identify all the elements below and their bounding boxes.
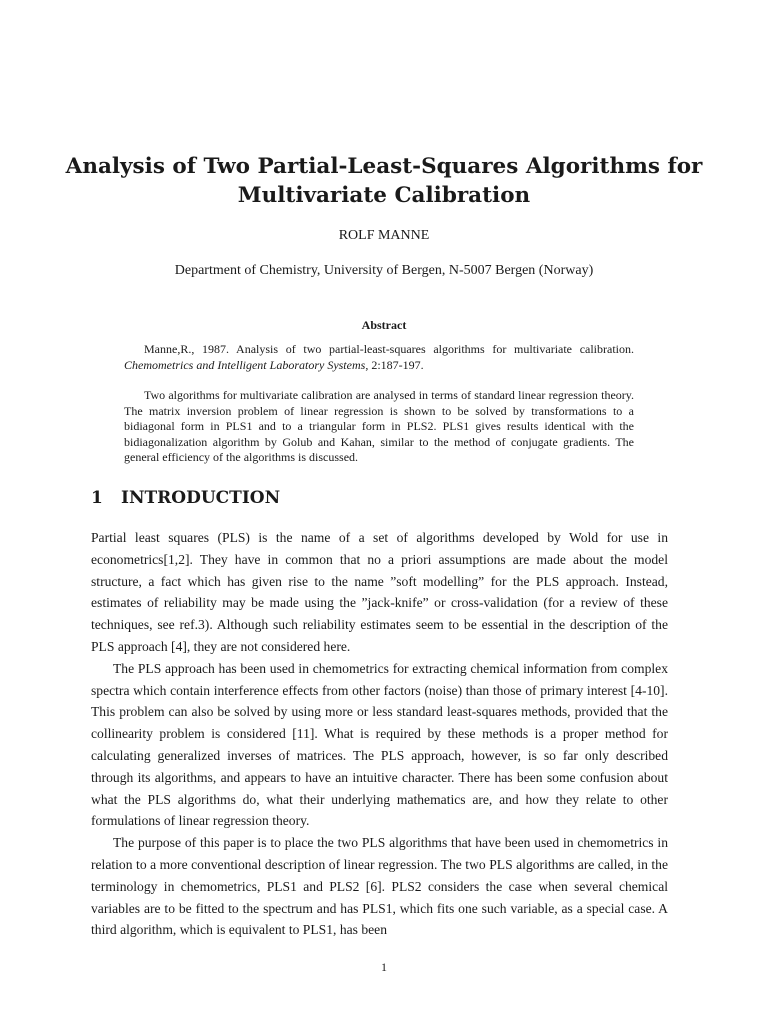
abstract-citation <box>124 342 634 373</box>
body-paragraph: The PLS approach has been used in chemometrics for extracting chemical information from complex spectra which contain interference effects from other factors (noise) than those of primary interest [4-10]. This problem can also be solved by using more or less standard least-squares methods, provided that the collinearity problem is considered [11]. What is required by these methods is a proper method for calculating generalized inverses of matrices. The PLS approach, however, is so far only described through its algorithms, and appears to have an intuitive character. There has been some confusion about what the PLS algorithms do, what their underlying mathematics are, and how they relate to other formulations of linear regression theory. <box>91 660 668 829</box>
body-paragraph: The purpose of this paper is to place the two PLS algorithms that have been used in chemometrics in relation to a more conventional description of linear regression. The two PLS algorithms are called, in the terminology in chemometrics, PLS1 and PLS2 [6]. PLS2 considers the case when several chemical variables are to be fitted to the spectrum and has PLS1, which fits one such variable, as a special case. A third algorithm, which is equivalent to PLS1, has been <box>91 835 668 938</box>
section-number: 1 <box>91 488 103 508</box>
author-name: ROLF MANNE <box>338 228 430 243</box>
body-paragraph: Partial least squares (PLS) is the name of a set of algorithms developed by Wold for use in econometrics[1,2]. They have in common that no a priori assumptions are made about the model structure, a fact which has given rise to the name ”soft modelling” for the PLS approach. Instead, estimates of reliability may be made using the ”jack-knife” or cross-validation (for a review of these techniques, see ref.3). Although such reliability estimates seem to be essential in the description of the PLS approach [4], they are not considered here. <box>91 530 668 654</box>
abstract-heading: Abstract <box>361 318 407 332</box>
author-affiliation: Department of Chemistry, University of Bergen, N-5007 Bergen (Norway) <box>174 263 594 278</box>
section-title: INTRODUCTION <box>121 488 281 508</box>
paper-title: Analysis of Two Partial-Least-Squares Algorithms for Multivariate Calibration <box>65 154 703 208</box>
citation-journal: Chemometrics and Intelligent Laboratory Systems <box>124 357 366 372</box>
page-number: 1 <box>381 960 387 974</box>
abstract-text: Two algorithms for multivariate calibration are analysed in terms of standard linear regression theory. The matrix inversion problem of linear regression is shown to be solved by transformations to a bidiagonal form in PLS1 and to a triangular form in PLS2. PLS1 gives results identical with the bidiagonalization algorithm by Golub and Kahan, similar to the method of conjugate gradients. The general efficiency of the algorithms is discussed. <box>124 388 634 464</box>
citation-prefix: Manne,R., 1987. Analysis of two partial-least-squares algorithms for multivariate calibration. <box>144 342 634 356</box>
section-body <box>91 527 668 941</box>
citation-suffix: , 2:187-197. <box>365 357 424 372</box>
section-heading <box>91 488 280 508</box>
